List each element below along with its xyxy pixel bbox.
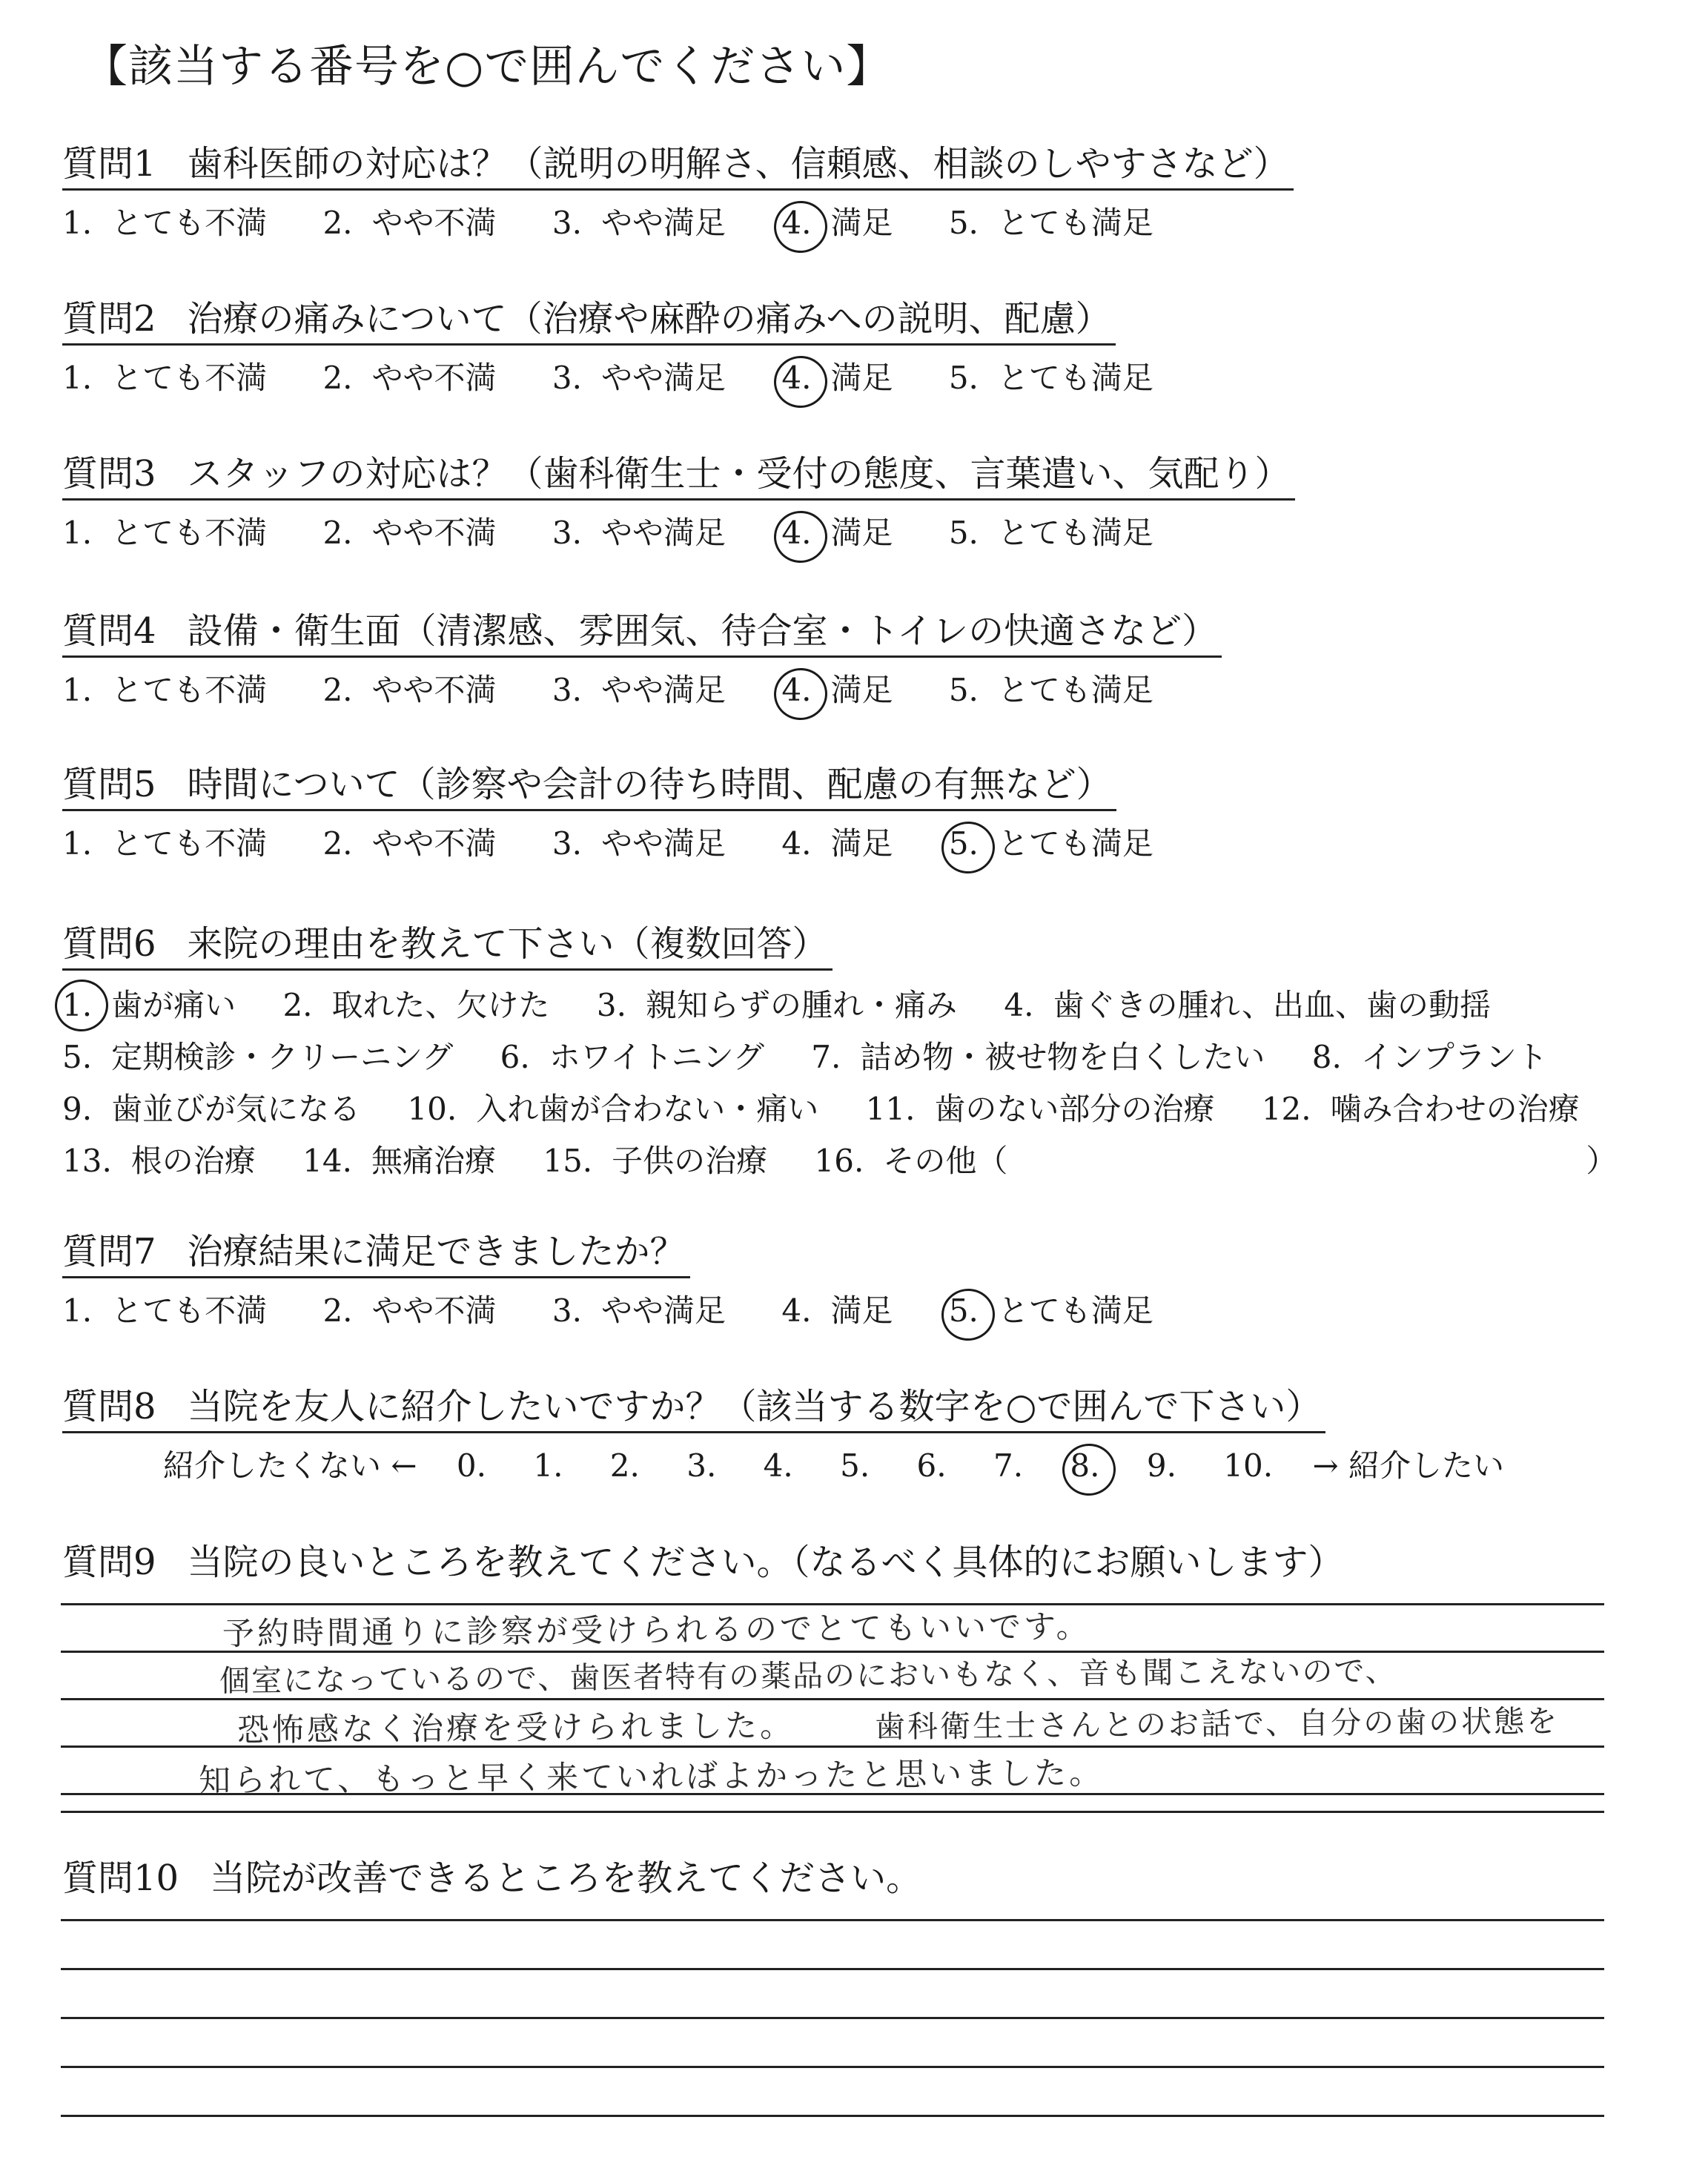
reason-options bbox=[62, 980, 1654, 1187]
reason-option-9[interactable]: 9. 歯並びが気になる bbox=[62, 1091, 361, 1127]
question-text: 治療の痛みについて（治療や麻酔の痛みへの説明、配慮） bbox=[187, 298, 1111, 340]
question-label: 質問1 bbox=[62, 143, 156, 185]
option-1[interactable]: 1. とても不満 bbox=[62, 672, 268, 708]
option-2[interactable]: 2. やや不満 bbox=[322, 360, 497, 396]
reason-option-7[interactable]: 7. 詰め物・被せ物を白くしたい bbox=[811, 1039, 1265, 1075]
reason-option-1-selected[interactable]: 1. 歯が痛い bbox=[62, 980, 236, 1031]
reason-option-15[interactable]: 15. 子供の治療 bbox=[543, 1143, 768, 1179]
handwritten-answer-line-4: 歯科衛生士さんとのお話で、自分の歯の状態を bbox=[874, 1702, 1560, 1745]
rating-options bbox=[62, 356, 1199, 400]
recommend-scale bbox=[163, 1444, 1504, 1488]
score-1[interactable]: 1. bbox=[533, 1447, 563, 1484]
score-10[interactable]: 10. bbox=[1223, 1447, 1274, 1484]
answer-line bbox=[61, 2066, 1604, 2068]
option-1[interactable]: 1. とても不満 bbox=[62, 825, 268, 862]
handwritten-answer-line-2: 個室になっているので、歯医者特有の薬品のにおいもなく、音も聞こえないので、 bbox=[219, 1653, 1397, 1699]
option-2[interactable]: 2. やや不満 bbox=[322, 825, 497, 862]
question-10 bbox=[62, 1854, 926, 1903]
scale-left-label: 紹介したくない ← bbox=[163, 1447, 417, 1484]
handwritten-answer-line-1: 予約時間通りに診察が受けられるのでとてもいいです。 bbox=[222, 1608, 1091, 1653]
question-9-title bbox=[62, 1538, 1348, 1587]
option-4-selected[interactable]: 4. 満足 bbox=[781, 668, 893, 713]
option-5[interactable]: 5. とても満足 bbox=[948, 672, 1153, 708]
answer-line bbox=[61, 2115, 1604, 2117]
score-5[interactable]: 5. bbox=[840, 1447, 870, 1484]
option-5[interactable]: 5. とても満足 bbox=[948, 360, 1153, 396]
rating-options bbox=[62, 822, 1199, 866]
option-3[interactable]: 3. やや満足 bbox=[552, 672, 726, 708]
answer-line bbox=[61, 2017, 1604, 2019]
answer-line bbox=[61, 1811, 1604, 1813]
option-2[interactable]: 2. やや不満 bbox=[322, 205, 497, 241]
score-2[interactable]: 2. bbox=[609, 1447, 640, 1484]
reason-row-4 bbox=[62, 1135, 1654, 1187]
option-3[interactable]: 3. やや満足 bbox=[552, 1292, 726, 1329]
question-text: 歯科医師の対応は？（説明の明解さ、信頼感、相談のしやすさなど） bbox=[187, 143, 1289, 185]
question-8-title bbox=[62, 1382, 1325, 1433]
reason-option-6[interactable]: 6. ホワイトニング bbox=[500, 1039, 764, 1075]
question-text: 当院が改善できるところを教えてください。 bbox=[210, 1857, 922, 1899]
question-6 bbox=[62, 919, 1654, 1187]
reason-option-2[interactable]: 2. 取れた、欠けた bbox=[282, 987, 550, 1023]
question-4-title bbox=[62, 607, 1222, 658]
question-label: 質問5 bbox=[62, 764, 156, 805]
reason-option-4[interactable]: 4. 歯ぐきの腫れ、出血、歯の動揺 bbox=[1004, 987, 1491, 1023]
question-label: 質問8 bbox=[62, 1386, 156, 1427]
score-0[interactable]: 0. bbox=[456, 1447, 486, 1484]
rating-options bbox=[62, 668, 1222, 713]
option-4[interactable]: 4. 満足 bbox=[781, 1292, 893, 1329]
question-text: 時間について（診察や会計の待ち時間、配慮の有無など） bbox=[187, 764, 1112, 805]
reason-option-5[interactable]: 5. 定期検診・クリーニング bbox=[62, 1039, 454, 1075]
question-1-title bbox=[62, 139, 1294, 191]
question-9 bbox=[62, 1538, 1348, 1587]
question-text: 来院の理由を教えて下さい（複数回答） bbox=[187, 923, 828, 965]
question-label: 質問2 bbox=[62, 298, 156, 340]
question-2-title bbox=[62, 294, 1116, 346]
option-3[interactable]: 3. やや満足 bbox=[552, 515, 726, 551]
option-2[interactable]: 2. やや不満 bbox=[322, 672, 497, 708]
question-1 bbox=[62, 139, 1294, 245]
reason-option-14[interactable]: 14. 無痛治療 bbox=[302, 1143, 496, 1179]
question-7 bbox=[62, 1227, 1199, 1333]
option-2[interactable]: 2. やや不満 bbox=[322, 515, 497, 551]
question-10-title bbox=[62, 1854, 926, 1903]
instruction-header: 【該当する番号を○で囲んでください】 bbox=[83, 41, 892, 93]
reason-row-3 bbox=[62, 1083, 1654, 1135]
option-5[interactable]: 5. とても満足 bbox=[948, 515, 1153, 551]
answer-line bbox=[61, 1968, 1604, 1970]
option-5[interactable]: 5. とても満足 bbox=[948, 205, 1153, 241]
reason-option-16-other[interactable]: 16. その他（ ） bbox=[814, 1143, 1618, 1179]
option-5-selected[interactable]: 5. とても満足 bbox=[949, 1289, 1153, 1333]
question-5 bbox=[62, 760, 1199, 866]
rating-options bbox=[62, 201, 1294, 245]
option-1[interactable]: 1. とても不満 bbox=[62, 1292, 268, 1329]
option-1[interactable]: 1. とても不満 bbox=[62, 360, 268, 396]
rating-options bbox=[62, 1289, 1199, 1333]
question-8 bbox=[62, 1382, 1504, 1488]
option-3[interactable]: 3. やや満足 bbox=[552, 360, 726, 396]
score-7[interactable]: 7. bbox=[993, 1447, 1024, 1484]
scale-right-label: → 紹介したい bbox=[1312, 1447, 1504, 1484]
score-6[interactable]: 6. bbox=[916, 1447, 947, 1484]
question-label: 質問10 bbox=[62, 1857, 179, 1899]
reason-option-3[interactable]: 3. 親知らずの腫れ・痛み bbox=[596, 987, 957, 1023]
score-8-selected[interactable]: 8. bbox=[1070, 1444, 1099, 1488]
score-9[interactable]: 9. bbox=[1146, 1447, 1176, 1484]
reason-row-2 bbox=[62, 1031, 1654, 1083]
question-7-title bbox=[62, 1227, 690, 1278]
reason-row-1 bbox=[62, 980, 1654, 1031]
question-2 bbox=[62, 294, 1199, 400]
question-label: 質問6 bbox=[62, 923, 156, 965]
question-3-title bbox=[62, 449, 1295, 501]
option-5-selected[interactable]: 5. とても満足 bbox=[949, 822, 1153, 866]
option-1[interactable]: 1. とても不満 bbox=[62, 515, 268, 551]
question-label: 質問3 bbox=[62, 453, 156, 495]
option-4-selected[interactable]: 4. 満足 bbox=[781, 201, 893, 245]
score-4[interactable]: 4. bbox=[763, 1447, 793, 1484]
question-text: 当院を友人に紹介したいですか？（該当する数字を○で囲んで下さい） bbox=[187, 1386, 1322, 1427]
question-text: スタッフの対応は？（歯科衛生士・受付の態度、言葉遣い、気配り） bbox=[187, 453, 1291, 495]
question-5-title bbox=[62, 760, 1116, 811]
option-4-selected[interactable]: 4. 満足 bbox=[781, 356, 893, 400]
question-3 bbox=[62, 449, 1295, 555]
question-label: 質問4 bbox=[62, 610, 156, 652]
option-4-selected[interactable]: 4. 満足 bbox=[781, 511, 893, 555]
reason-option-10[interactable]: 10. 入れ歯が合わない・痛い bbox=[407, 1091, 819, 1127]
reason-option-13[interactable]: 13. 根の治療 bbox=[62, 1143, 256, 1179]
question-label: 質問9 bbox=[62, 1542, 156, 1583]
option-3[interactable]: 3. やや満足 bbox=[552, 205, 726, 241]
question-4 bbox=[62, 607, 1222, 713]
option-4[interactable]: 4. 満足 bbox=[781, 825, 893, 862]
question-text: 設備・衛生面（清潔感、雰囲気、待合室・トイレの快適さなど） bbox=[187, 610, 1218, 652]
reason-option-11[interactable]: 11. 歯のない部分の治療 bbox=[865, 1091, 1215, 1127]
question-label: 質問7 bbox=[62, 1231, 156, 1272]
reason-option-12[interactable]: 12. 噛み合わせの治療 bbox=[1261, 1091, 1580, 1127]
reason-option-8[interactable]: 8. インプラント bbox=[1311, 1039, 1548, 1075]
answer-line bbox=[61, 1919, 1604, 1921]
question-6-title bbox=[62, 919, 833, 971]
handwritten-answer-line-5: 知られて、もっと早く来ていればよかったと思いました。 bbox=[198, 1754, 1105, 1800]
rating-options bbox=[62, 511, 1295, 555]
option-3[interactable]: 3. やや満足 bbox=[552, 825, 726, 862]
score-3[interactable]: 3. bbox=[686, 1447, 717, 1484]
question-text: 当院の良いところを教えてください。（なるべく具体的にお願いします） bbox=[187, 1542, 1344, 1583]
option-2[interactable]: 2. やや不満 bbox=[322, 1292, 497, 1329]
question-text: 治療結果に満足できましたか？ bbox=[187, 1231, 686, 1272]
option-1[interactable]: 1. とても不満 bbox=[62, 205, 268, 241]
handwritten-answer-line-3: 恐怖感なく治療を受けられました。 bbox=[236, 1707, 795, 1749]
